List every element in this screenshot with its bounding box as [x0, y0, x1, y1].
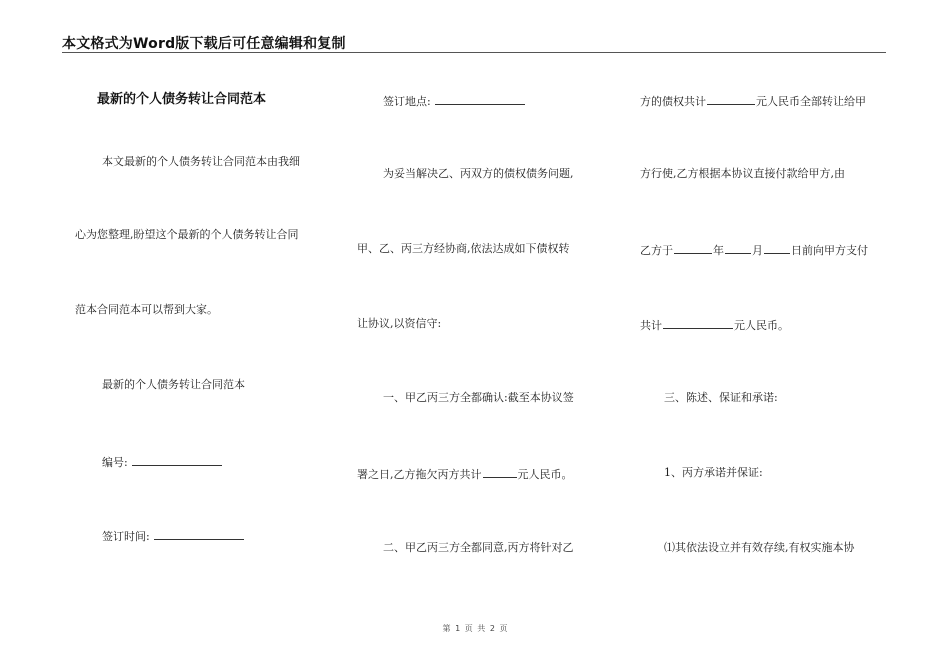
clause-1-text-a: 署之日,乙方拖欠丙方共计 [357, 468, 482, 481]
sign-place-field [383, 93, 526, 109]
transfer-line-2: 方行使,乙方根据本协议直接付款给甲方,由 [640, 167, 845, 180]
footer-prefix: 第 [442, 624, 451, 633]
number-label: 编号: [102, 456, 128, 469]
day-blank [764, 242, 790, 254]
sign-time-label: 签订时间: [102, 530, 150, 543]
sign-time-blank [154, 528, 244, 540]
month-label: 月 [752, 244, 763, 257]
amount-blank-2 [707, 93, 755, 105]
section-3-heading: 三、陈述、保证和承诺: [664, 391, 778, 404]
sign-time-field [102, 528, 245, 544]
clause-2-line-1: 二、甲乙丙三方全都同意,丙方将针对乙 [383, 541, 574, 554]
payment-text-a: 乙方于 [640, 244, 673, 257]
clause-1-line-1: 一、甲乙丙三方全都确认:截至本协议签 [383, 391, 574, 404]
intro-line-3: 范本合同范本可以帮到大家。 [75, 303, 218, 316]
document-title: 最新的个人债务转让合同范本 [97, 92, 267, 107]
year-label: 年 [713, 244, 724, 257]
intro-line-2: 心为您整理,盼望这个最新的个人债务转让合同 [75, 228, 299, 241]
sign-place-label: 签订地点: [383, 95, 431, 108]
section-3-item-1-1: ⑴其依法设立并有效存续,有权实施本协 [664, 541, 855, 554]
intro-line-1: 本文最新的个人债务转让合同范本由我细 [102, 155, 300, 168]
month-blank [725, 242, 751, 254]
subtitle: 最新的个人债务转让合同范本 [102, 378, 245, 391]
transfer-text-a: 方的债权共计 [640, 95, 706, 108]
number-blank [132, 454, 222, 466]
total-text-b: 元人民币。 [734, 319, 789, 332]
paragraph-line-1: 为妥当解决乙、丙双方的债权债务问题, [383, 167, 574, 180]
year-blank [674, 242, 712, 254]
text-column-3 [636, 0, 896, 672]
page-footer [0, 623, 950, 634]
footer-total-word: 共 [477, 624, 486, 633]
paragraph-line-2: 甲、乙、丙三方经协商,依法达成如下债权转 [357, 242, 570, 255]
transfer-line-1 [640, 93, 866, 109]
number-field [102, 454, 223, 470]
section-3-item-1: 1、丙方承诺并保证: [664, 466, 763, 479]
footer-page-number: 1 [455, 624, 461, 633]
text-column-2 [355, 0, 610, 672]
payment-date-line [640, 242, 868, 258]
paragraph-line-3: 让协议,以资信守: [357, 317, 442, 330]
amount-blank-3 [663, 317, 733, 329]
total-amount-line [640, 317, 789, 333]
payment-text-b: 日前向甲方支付 [791, 244, 868, 257]
text-column-1 [62, 0, 332, 672]
clause-1-text-b: 元人民币。 [517, 468, 573, 481]
clause-1-line-2 [357, 466, 573, 482]
footer-suffix: 页 [499, 624, 508, 633]
amount-blank-1 [483, 466, 517, 478]
transfer-text-b: 元人民币全部转让给甲 [756, 95, 866, 108]
footer-total-pages: 2 [489, 624, 495, 633]
total-text-a: 共计 [640, 319, 662, 332]
sign-place-blank [435, 93, 525, 105]
footer-page-word: 页 [464, 624, 473, 633]
document-header-title: 本文格式为Word版下载后可任意编辑和复制 [62, 36, 346, 52]
